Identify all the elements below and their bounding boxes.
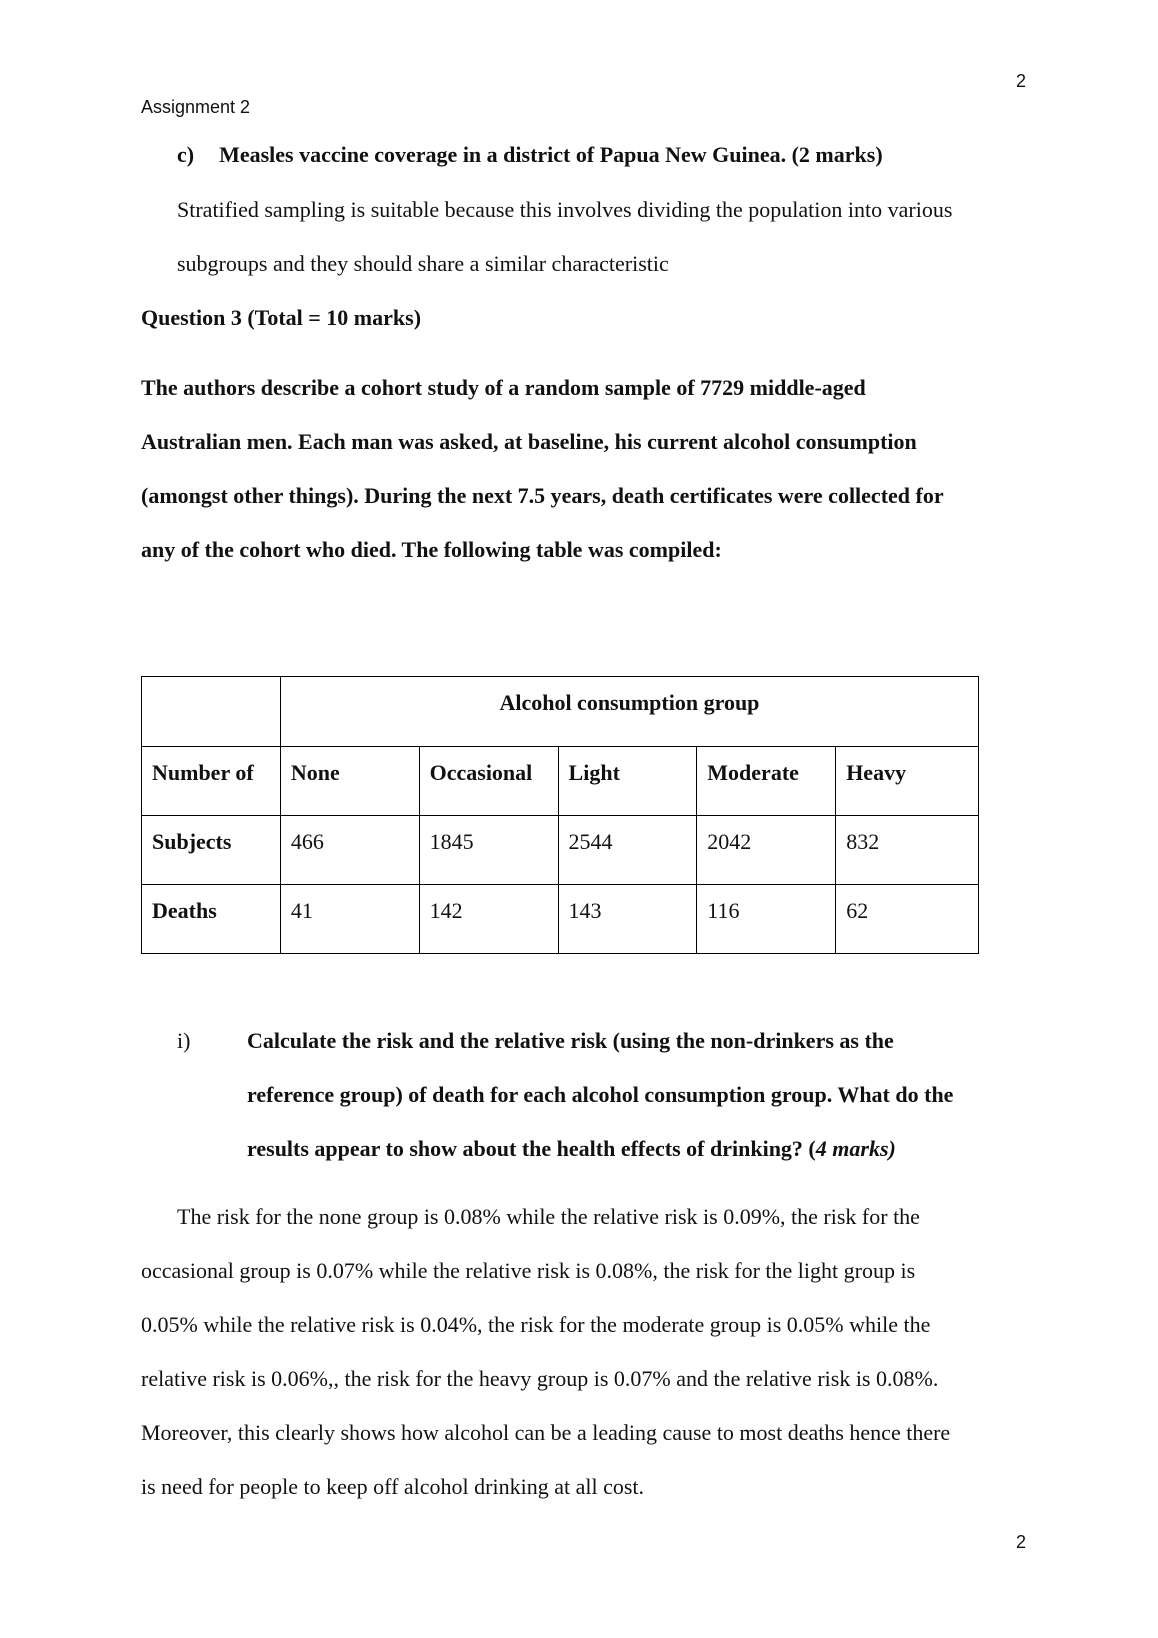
question-3-intro-line: (amongst other things). During the next 7.5 years, death certificates were collected for	[141, 483, 944, 508]
question-3-intro-line: any of the cohort who died. The following table was compiled:	[141, 537, 722, 562]
table-cell: 116	[697, 885, 836, 954]
part-i-question-line: Calculate the risk and the relative risk (using the non-drinkers as the	[247, 1028, 894, 1053]
section-c-heading-text: Measles vaccine coverage in a district of Papua New Guinea. (2 marks)	[219, 142, 883, 167]
table-cell: 2042	[697, 816, 836, 885]
page-number-bottom: 2	[1016, 1532, 1027, 1552]
table-corner-cell	[142, 677, 281, 747]
table-column-header: None	[280, 747, 419, 816]
question-3-title: Question 3 (Total = 10 marks)	[141, 305, 422, 330]
table-cell: 2544	[558, 816, 697, 885]
table-cell: 466	[280, 816, 419, 885]
table-column-header: Moderate	[697, 747, 836, 816]
table-column-header: Heavy	[836, 747, 979, 816]
table-cell: 143	[558, 885, 697, 954]
table-row-label: Deaths	[142, 885, 281, 954]
table-cell: 1845	[419, 816, 558, 885]
page-number-top: 2	[1016, 71, 1027, 91]
section-c-label: c)	[177, 142, 195, 167]
part-i-question-line: reference group) of death for each alcohol consumption group. What do the	[247, 1082, 954, 1107]
part-i-marks: 4 marks)	[815, 1136, 896, 1161]
alcohol-consumption-table	[141, 676, 979, 954]
document-header: Assignment 2	[141, 97, 251, 117]
table-column-header: Occasional	[419, 747, 558, 816]
table-row	[142, 816, 979, 885]
table-row-label: Subjects	[142, 816, 281, 885]
table-row	[142, 885, 979, 954]
part-i-answer-line: is need for people to keep off alcohol drinking at all cost.	[141, 1474, 645, 1499]
part-i-answer-line: The risk for the none group is 0.08% while the relative risk is 0.09%, the risk for the	[177, 1204, 920, 1229]
part-i-answer-line: relative risk is 0.06%,, the risk for the heavy group is 0.07% and the relative risk is 0.08%.	[141, 1366, 939, 1391]
table-row-label-header: Number of	[142, 747, 281, 816]
table-cell: 62	[836, 885, 979, 954]
part-i-label: i)	[177, 1028, 191, 1053]
part-i-answer-line: 0.05% while the relative risk is 0.04%, the risk for the moderate group is 0.05% while the	[141, 1312, 931, 1337]
table-cell: 832	[836, 816, 979, 885]
question-3-intro-line: The authors describe a cohort study of a random sample of 7729 middle-aged	[141, 375, 866, 400]
section-c-answer-line: Stratified sampling is suitable because this involves dividing the population into various	[177, 197, 953, 222]
table-cell: 41	[280, 885, 419, 954]
part-i-question-line	[247, 1136, 896, 1162]
table-group-header: Alcohol consumption group	[280, 677, 978, 747]
part-i-answer-line: Moreover, this clearly shows how alcohol can be a leading cause to most deaths hence there	[141, 1420, 951, 1445]
table-cell: 142	[419, 885, 558, 954]
part-i-question-text: results appear to show about the health effects of drinking? (	[247, 1136, 816, 1161]
section-c-answer-line: subgroups and they should share a similar characteristic	[177, 251, 669, 276]
table-column-header: Light	[558, 747, 697, 816]
question-3-intro-line: Australian men. Each man was asked, at baseline, his current alcohol consumption	[141, 429, 917, 454]
table-group-header-row	[142, 677, 979, 747]
section-c-heading	[177, 142, 883, 168]
part-i-answer-line: occasional group is 0.07% while the relative risk is 0.08%, the risk for the light group is	[141, 1258, 916, 1283]
table-column-header-row	[142, 747, 979, 816]
